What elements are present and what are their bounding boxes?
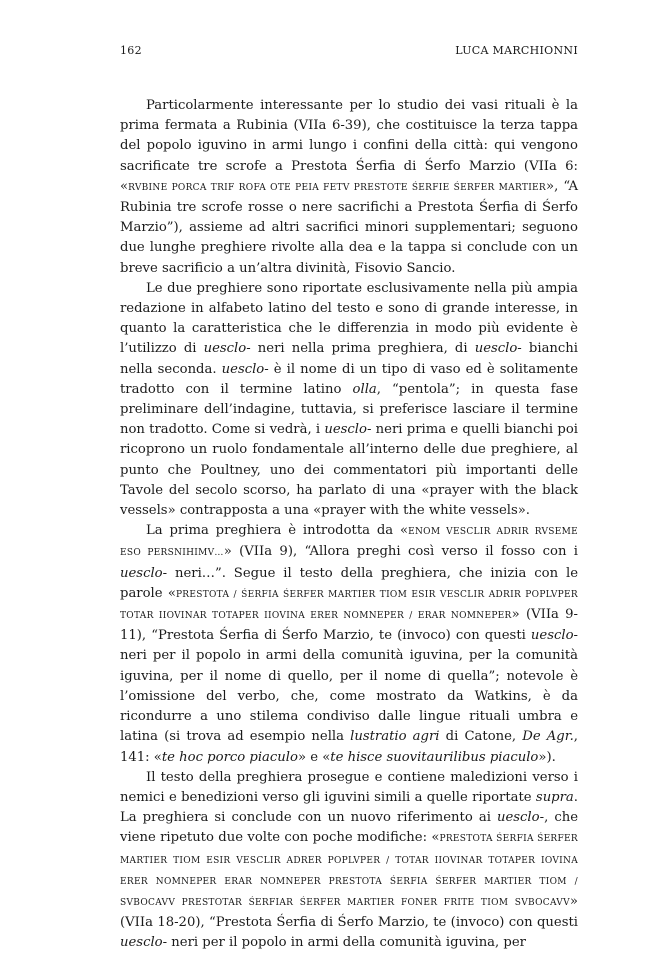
page-header — [120, 44, 578, 60]
text-run: , 141: « — [120, 729, 578, 765]
text-run: neri nella prima preghiera, di — [250, 341, 475, 357]
italic-text: uesclo- — [221, 361, 269, 377]
italic-text: lustratio agri — [350, 729, 440, 745]
italic-text: te hoc porco piaculo — [161, 749, 298, 765]
inscription-text: ENOM VESCLIR ADRIR RVSEME ESO PERSNIHIMV… — [120, 527, 578, 559]
text-run: , che viene ripetuto due volte con poche modifiche: « — [120, 810, 579, 846]
italic-text: uesclo- — [120, 565, 168, 581]
text-run: bianchi nella seconda. — [120, 341, 579, 377]
text-run: » (VIIa 9), “Allora preghi così verso il fosso con i — [223, 544, 578, 560]
text-run: neri prima e quelli bianchi poi ricoprono un ruolo fondamentale all’interno delle due preghiere, al punto che Poultney, uno dei commentatori più importanti delle Tavole del secolo scorso, ha parlato di una «prayer with the black vessels» contrapposta a una «prayer with the white vessels». — [120, 422, 578, 519]
italic-text: De Agr. — [522, 729, 574, 745]
paragraph — [120, 768, 578, 954]
italic-text: te hisce suovitaurilibus piaculo — [330, 749, 539, 765]
italic-text: olla — [352, 381, 377, 397]
inscription-text: RVBINE PORCA TRIF ROFA OTE PEIA FETV PRESTOTE ŚERFIE ŚERFER MARTIER — [128, 182, 546, 193]
paragraph — [120, 279, 578, 521]
italic-text: uesclo- — [120, 935, 168, 951]
italic-text: uesclo- — [496, 810, 545, 826]
text-run: , “pentola”; in questa fase preliminare dell’indagine, tuttavia, si preferisce lasciare il termine non tradotto. Come si vedrà, i — [120, 381, 578, 438]
text-run: » (VIIa 9-11), “Prestota Śerfia di Śerfo Marzio, te (invoco) con questi — [120, 607, 578, 644]
text-run: . La preghiera si conclude con un nuovo riferimento ai — [120, 789, 578, 826]
text-run: è il nome di un tipo di vaso ed è solitamente tradotto con il termine latino — [120, 361, 579, 397]
text-run: La prima preghiera è introdotta da « — [146, 523, 409, 539]
italic-text: uesclo- — [474, 341, 522, 357]
text-run: neri per il popolo in armi della comunità iguvina, per la comunità iguvina, per il nome di quello, per il nome di quella”; notevole è l’omissione del verbo, che, come mostrato da Watkins, è da ricondurre a uno stilema condiviso dalle lingue rituali umbra e latina (si trova ad esempio nella — [120, 648, 578, 745]
page-number: 162 — [120, 44, 142, 57]
text-run: neri per il popolo in armi della comunità iguvina, per — [167, 935, 526, 951]
running-head: LUCA MARCHIONNI — [455, 44, 578, 57]
italic-text: supra — [535, 789, 574, 805]
text-run: Le due preghiere sono riportate esclusivamente nella più ampia redazione in alfabeto latino del testo e sono di grande interesse, in quanto la caratteristica che le differenzia in modo più evidente è l’utilizzo di — [120, 280, 578, 357]
italic-text: uesclo- — [324, 422, 372, 438]
italic-text: uesclo- — [530, 628, 578, 644]
text-run: Il testo della preghiera prosegue e contiene maledizioni verso i nemici e benedizioni verso gli iguvini simili a quelle riportate — [120, 769, 578, 805]
text-run: »). — [538, 749, 556, 765]
text-run: », “A Rubinia tre scrofe rosse o nere sacrifichi a Prestota Śerfia di Śerfo Marzio”), assieme ad altri sacrifici minori supplementari; seguono due lunghe preghiere rivolte alla dea e la tappa si conclude con un breve sacrificio a un’altra divinità, Fisovio Sancio. — [120, 178, 578, 276]
text-run: di Catone, — [439, 729, 523, 745]
italic-text: uesclo- — [203, 341, 251, 357]
body-text — [120, 96, 578, 954]
paragraph — [120, 96, 578, 279]
paragraph — [120, 521, 578, 767]
text-run: » e « — [297, 749, 331, 765]
text-run: neri…”. Segue il testo della preghiera, che inizia con le parole « — [120, 565, 578, 601]
text-run: Particolarmente interessante per lo studio dei vasi rituali è la prima fermata a Rubinia (VIIa 6-39), che costituisce la terza tappa del popolo iguvino in armi lungo i confini della città: qui vengono sacrificate tre scrofe a Prestota Śerfia di Śerfo Marzio (VIIa 6: « — [120, 98, 578, 194]
inscription-text: PRESTOTA / ŚERFIA ŚERFER MARTIER TIOM ESIR VESCLIR ADRIR POPLVPER TOTAR IIOVINAR TOTAPER IIOVINA ERER NOMNEPER / ERAR NOMNEPER — [120, 589, 578, 622]
text-run: » (VIIa 18-20), “Prestota Śerfia di Śerfo Marzio, te (invoco) con questi — [120, 893, 578, 931]
inscription-text: PRESTOTA ŚERFIA ŚERFER MARTIER TIOM ESIR VESCLIR ADRER POPLVPER / TOTAR IIOVINAR TOTAPER IOVINA ERER NOMNEPER ERAR NOMNEPER PRESTOTA ŚERFIA ŚERFER MARTIER TIOM / SVBOCAVV PRESTOTAR ŚERFIAR ŚERFER MARTIER FONER FRITE TIOM SVBOCAVV — [120, 834, 579, 908]
